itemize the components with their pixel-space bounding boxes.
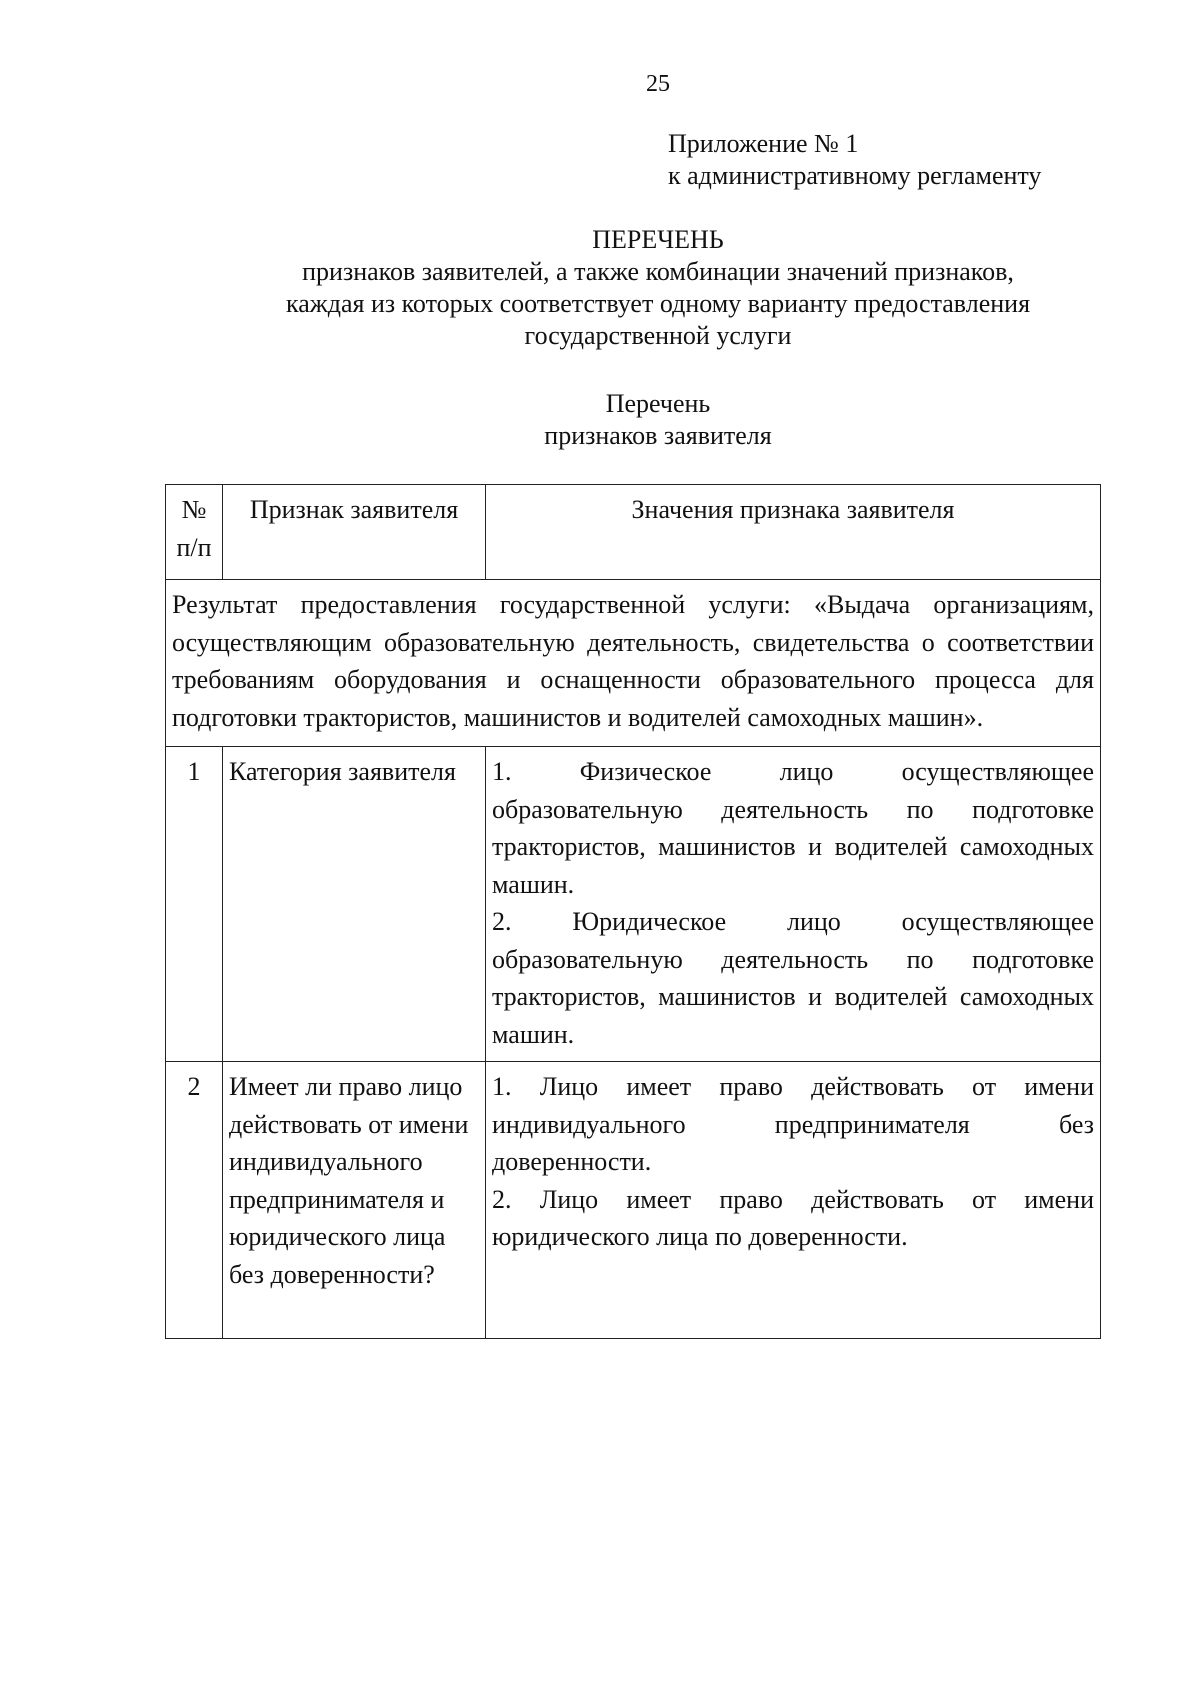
- result-text: Результат предоставления государственной услуги: «Выдача организациям, осуществляющим образовательную деятельность, свидетельства о соответствии требованиям оборудования и оснащенности образовательного процесса для подготовки трактористов, машинистов и водителей самоходных машин».: [166, 580, 1101, 747]
- row-values: [486, 747, 1101, 1062]
- page-number: 25: [646, 71, 670, 97]
- appendix-note: [668, 128, 1108, 192]
- title-line-3: государственной услуги: [524, 321, 792, 350]
- header-values: Значения признака заявителя: [486, 485, 1101, 580]
- header-num: № п/п: [166, 485, 223, 580]
- subtitle-line-2: признаков заявителя: [544, 421, 772, 450]
- value-item: 1. Лицо имеет право действовать от имени индивидуального предпринимателя без доверенности.: [492, 1072, 1094, 1176]
- row-num: 1: [166, 747, 223, 1062]
- document-title: [163, 224, 1153, 352]
- value-item: 2. Юридическое лицо осуществляющее образовательную деятельность по подготовке трактористов, машинистов и водителей самоходных машин.: [492, 907, 1094, 1049]
- attributes-table: [165, 484, 1101, 1339]
- appendix-line-2: к административному регламенту: [668, 161, 1042, 190]
- table-title: [163, 388, 1153, 452]
- table-header-row: [166, 485, 1101, 580]
- value-item: 1. Физическое лицо осуществляющее образовательную деятельность по подготовке трактористов, машинистов и водителей самоходных машин.: [492, 757, 1094, 899]
- header-attribute: Признак заявителя: [223, 485, 486, 580]
- title-line-2: каждая из которых соответствует одному варианту предоставления: [285, 289, 1031, 318]
- title-line-1: признаков заявителей, а также комбинации значений признаков,: [302, 257, 1014, 286]
- table-row: [166, 747, 1101, 1062]
- appendix-line-1: Приложение № 1: [668, 129, 859, 158]
- row-values: [486, 1062, 1101, 1339]
- result-row: [166, 580, 1101, 747]
- subtitle-line-1: Перечень: [605, 389, 711, 418]
- value-item: 2. Лицо имеет право действовать от имени юридического лица по доверенности.: [492, 1184, 1094, 1251]
- row-num: 2: [166, 1062, 223, 1339]
- row-attribute: Категория заявителя: [223, 747, 486, 1062]
- title-heading: ПЕРЕЧЕНЬ: [592, 225, 724, 254]
- table-row: [166, 1062, 1101, 1339]
- row-attribute: Имеет ли право лицо действовать от имени индивидуального предпринимателя и юридического лица без доверенности?: [223, 1062, 486, 1339]
